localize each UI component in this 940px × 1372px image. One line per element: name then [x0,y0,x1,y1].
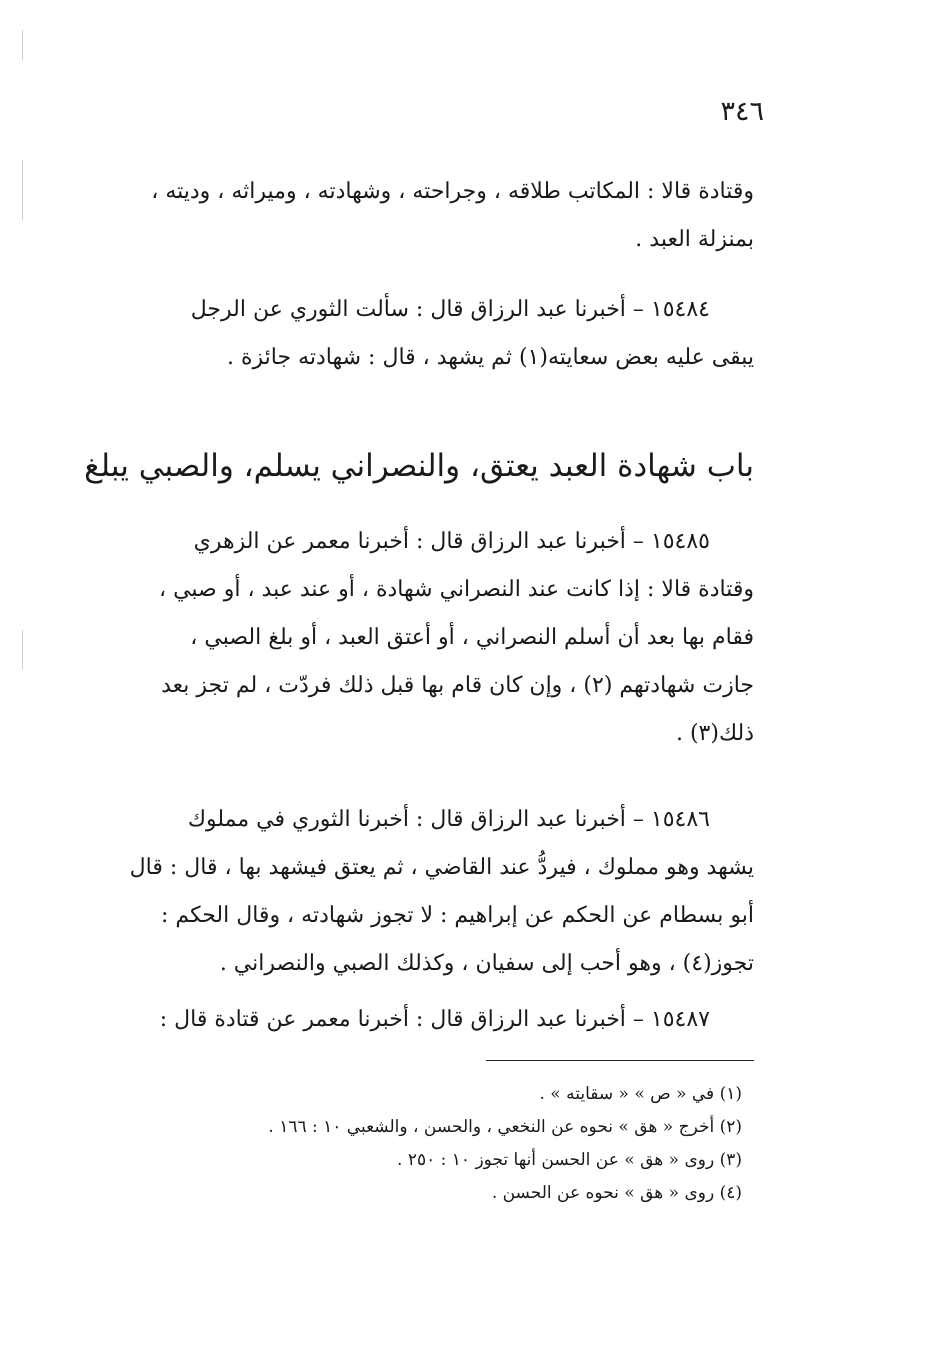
paragraph-15486 [74,796,754,988]
footnote-separator [486,1060,754,1061]
footnote: (٤) روى « هق » نحوه عن الحسن . [491,1183,742,1203]
text-line: ١٥٤٨٦ – أخبرنا عبد الرزاق قال : أخبرنا الثوري في مملوك [187,807,710,832]
scan-edge-mark [22,30,23,60]
paragraph-15485 [74,518,754,758]
footnote: (٢) أخرج « هق » نحوه عن النخعي ، والحسن ، والشعبي ١٠ : ١٦٦ . [268,1117,742,1137]
text-line: تجوز(٤) ، وهو أحب إلى سفيان ، وكذلك الصبي والنصراني . [219,951,754,976]
footnote: (١) في « ص » « سقايته » . [539,1084,742,1104]
text-line: بمنزلة العبد . [635,227,754,252]
text-line: ذلك(٣) . [675,721,754,746]
text-line: ١٥٤٨٤ – أخبرنا عبد الرزاق قال : سألت الثوري عن الرجل [190,297,710,322]
text-line: جازت شهادتهم (٢) ، وإن كان قام بها قبل ذلك فردّت ، لم تجز بعد [161,673,754,698]
footnotes [142,1078,742,1210]
paragraph-15487 [74,996,754,1044]
text-line: أبو بسطام عن الحكم عن إبراهيم : لا تجوز شهادته ، وقال الحكم : [161,903,754,928]
scan-edge-mark [22,630,23,670]
text-line: ١٥٤٨٧ – أخبرنا عبد الرزاق قال : أخبرنا معمر عن قتادة قال : [159,1007,710,1032]
footnote: (٣) روى « هق » عن الحسن أنها تجوز ١٠ : ٢٥٠ . [397,1150,742,1170]
text-line: وقتادة قالا : المكاتب طلاقه ، وجراحته ، وشهادته ، وميراثه ، وديته ، [151,179,754,204]
page-number: ٣٤٦ [720,96,764,127]
paragraph-15484 [74,286,754,382]
text-line: وقتادة قالا : إذا كانت عند النصراني شهادة ، أو عند عبد ، أو صبي ، [158,577,754,602]
text-line: يشهد وهو مملوك ، فيردُّ عند القاضي ، ثم يعتق فيشهد بها ، قال : قال [129,855,754,880]
text-line: يبقى عليه بعض سعايته(١) ثم يشهد ، قال : شهادته جائزة . [227,345,754,370]
text-line: ١٥٤٨٥ – أخبرنا عبد الرزاق قال : أخبرنا معمر عن الزهري [193,529,710,554]
scan-edge-mark [22,160,23,220]
section-heading: باب شهادة العبد يعتق، والنصراني يسلم، والصبي يبلغ [84,448,754,484]
text-line: فقام بها بعد أن أسلم النصراني ، أو أعتق العبد ، أو بلغ الصبي ، [190,625,754,650]
paragraph-continuation [74,168,754,264]
